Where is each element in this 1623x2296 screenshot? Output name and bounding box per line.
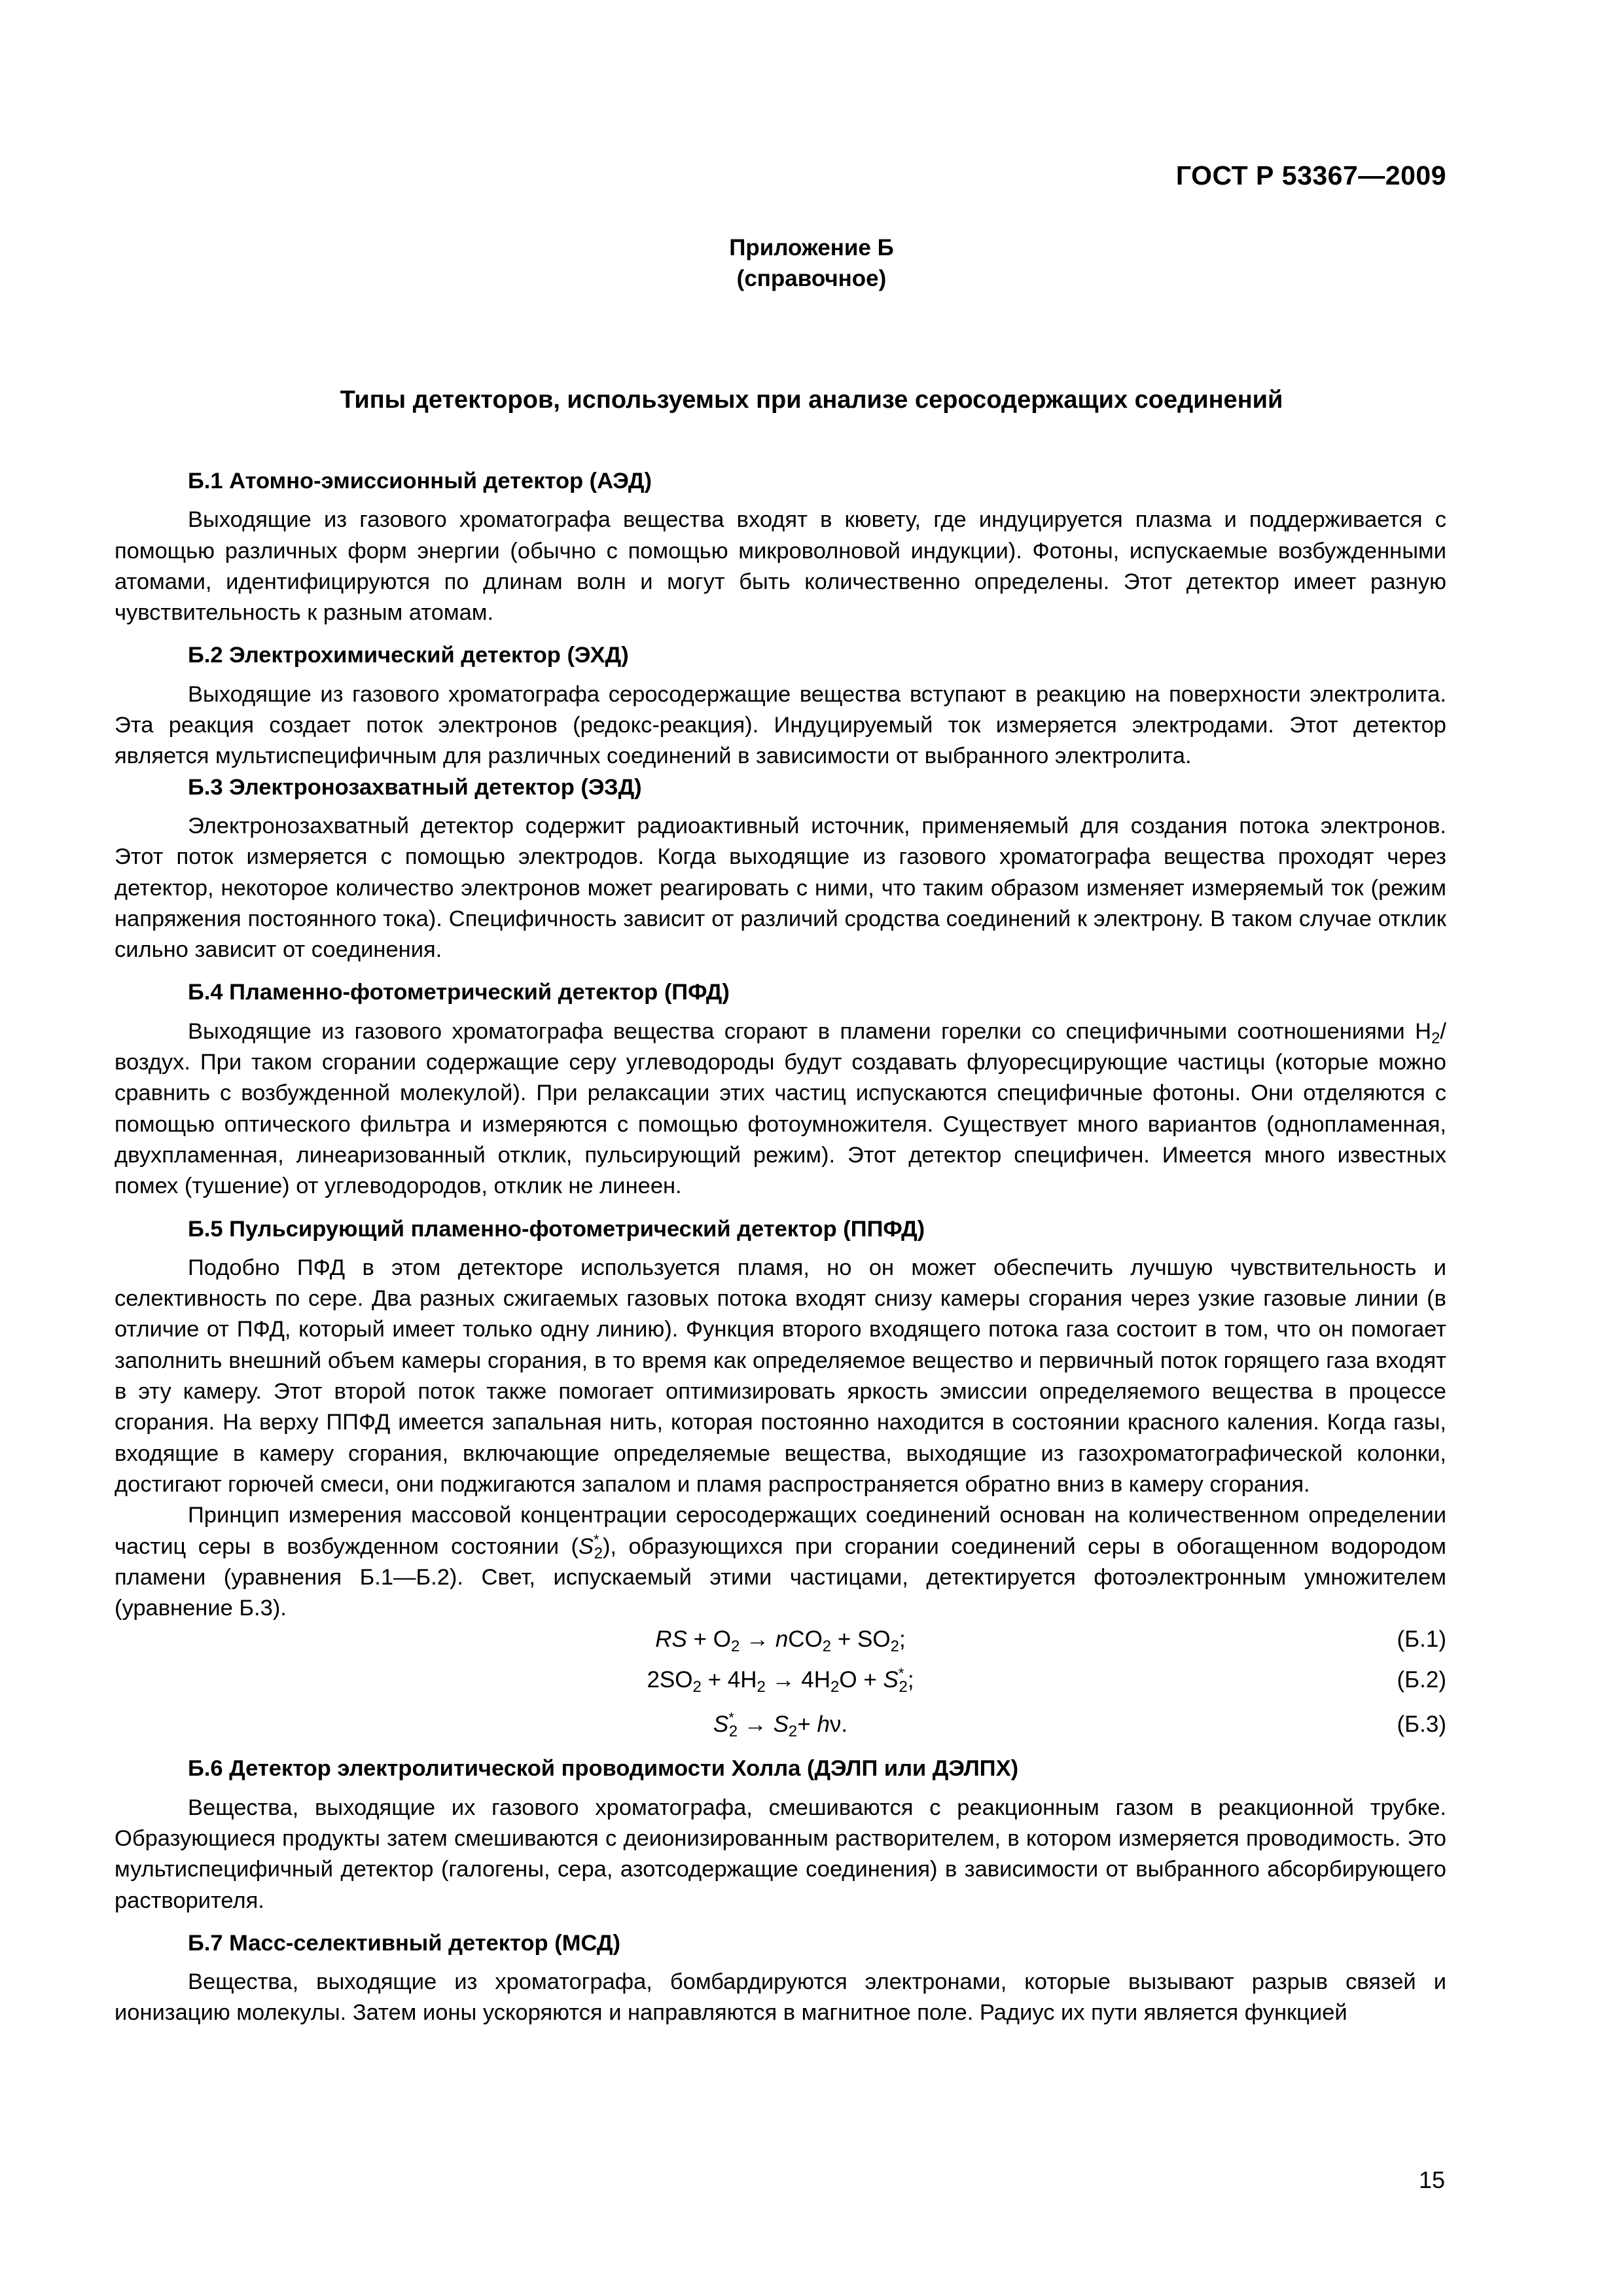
section-text-b4-part1: Выходящие из газового хроматографа вещества сгорают в пламени горелки со специфичными соотношениями H [188,1018,1432,1044]
equation-3: $S^*_2 \to S_2+ h\nu$. [713,1710,848,1741]
equation-1-number: (Б.1) [1397,1626,1446,1653]
appendix-note: (справочное) [736,266,887,291]
main-title: Типы детекторов, используемых при анализе серосодержащих соединений [340,386,1283,414]
page-number: 15 [1418,2166,1445,2193]
section-heading-b1: Б.1 Атомно-эмиссионный детектор (АЭД) [188,469,652,493]
appendix-title: Приложение Б [729,235,894,260]
equation-1: RS + $O_2 \to nCO_2 + SO_2$; [655,1626,906,1656]
principle-symbol: S [579,1534,594,1559]
equation-2: $2SO_2 + 4H_2 \to 4H_2O + S^*_2$; [647,1665,914,1696]
section-text-b5-principle [115,1500,1446,1624]
principle-subscript: 2 [594,1544,603,1562]
document-body [115,466,1446,2029]
section-text-b3: Электронозахватный детектор содержит радиоактивный источник, применяемый для создания потока электронов. Этот поток измеряется с помощью электродов. Когда выходящие из газового хроматографа вещества проходят через детектор, некоторое количество электронов может реагировать с ними, что таким образом изменяет измеряемый ток (режим напряжения постоянного тока). Специфичность зависит от различий сродства соединений к электрону. В таком случае отклик сильно зависит от соединения. [115,813,1446,963]
section-text-b4-subscript: 2 [1431,1029,1440,1047]
section-heading-b2: Б.2 Электрохимический детектор (ЭХД) [188,643,629,668]
equation-3-number: (Б.3) [1397,1712,1446,1738]
section-text-b2: Выходящие из газового хроматографа серосодержащие вещества вступают в реакцию на поверхности электролита. Эта реакция создает поток электронов (редокс-реакция). Индуцируемый ток измеряется электродами. Этот детектор является мультиспецифичным для различных соединений в зависимости от выбранного электролита. [115,681,1446,769]
section-heading-b3: Б.3 Электронозахватный детектор (ЭЗД) [188,774,642,800]
section-heading-b6: Б.6 Детектор электролитической проводимости Холла (ДЭЛП или ДЭЛПХ) [188,1756,1019,1782]
principle-part2: ), образующихся при сгорании соединений серы в обогащенном водородом пламени (уравнения Б.1—Б.2). Свет, испускаемый этими частицами, детектируется фотоэлектронным умножителем (уравнение Б.3). [115,1534,1446,1621]
section-heading-b5: Б.5 Пульсирующий пламенно-фотометрический детектор (ППФД) [188,1216,925,1242]
section-text-b5: Подобно ПФД в этом детекторе используется пламя, но он может обеспечить лучшую чувствительность и селективность по сере. Два разных сжигаемых газовых потока входят снизу камеры сгорания через узкие газовые линии (в отличие от ПФД, который имеет только одну линию). Функция второго входящего потока газа состоит в том, что он помогает заполнить внешний объем камеры сгорания, в то время как определяемое вещество и первичный поток горящего газа входят в эту камеру. Этот второй поток также помогает оптимизировать яркость эмиссии определяемого вещества в процессе сгорания. На верху ППФД имеется запальная нить, которая постоянно находится в состоянии красного каления. Когда газы, входящие в камеру сгорания, включающие определяемые вещества, выходящие из газохроматографической колонки, достигают горючей смеси, они поджигаются запалом и пламя распространяется обратно вниз в камеру сгорания. [115,1255,1446,1497]
section-text-b1: Выходящие из газового хроматографа вещества входят в кювету, где индуцируется плазма и поддерживается с помощью различных форм энергии (обычно с помощью микроволновой индукции). Фотоны, испускаемые возбужденными атомами, идентифицируются по длинам волн и могут быть количественно определены. Этот детектор имеет разную чувствительность к разным атомам. [115,507,1446,626]
section-text-b4-part2: /воздух. При таком сгорании содержащие серу углеводороды будут создавать флуоресцирующие частицы (которые можно сравнить с возбужденной молекулой). При релаксации этих частиц испускаются специфичные фотоны. Они отделяются с помощью оптического фильтра и измеряются с помощью фотоумножителя. Существует много вариантов (однопламенная, двухпламенная, линеаризованный отклик, пульсирующий режим). Этот детектор специфичен. Имеется много известных помех (тушение) от углеводородов, отклик не линеен. [115,1018,1446,1199]
principle-part1: Принцип измерения массовой концентрации серосодержащих соединений основан на количественном определении частиц серы в возбужденном состоянии ( [115,1503,1446,1559]
document-id: ГОСТ Р 53367—2009 [1175,160,1446,190]
equations-block [115,1624,1446,1746]
equation-2-number: (Б.2) [1397,1667,1446,1693]
section-text-b4 [115,1016,1446,1202]
section-text-b6: Вещества, выходящие их газового хроматографа, смешиваются с реакционным газом в реакционной трубке. Образующиеся продукты затем смешиваются с деионизированным растворителем, в котором измеряется проводимость. Это мультиспецифичный детектор (галогены, сера, азотсодержащие соединения) в зависимости от выбранного абсорбирующего растворителя. [115,1795,1446,1913]
section-heading-b4: Б.4 Пламенно-фотометрический детектор (ПФД) [188,980,730,1005]
appendix-heading [0,232,1623,294]
section-heading-b7: Б.7 Масс-селективный детектор (МСД) [188,1930,620,1956]
principle-superscript: * [594,1531,599,1548]
section-text-b7: Вещества, выходящие из хроматографа, бомбардируются электронами, которые вызывают разрыв связей и ионизацию молекулы. Затем ионы ускоряются и направляются в магнитное поле. Радиус их пути является функцией [115,1969,1446,2026]
